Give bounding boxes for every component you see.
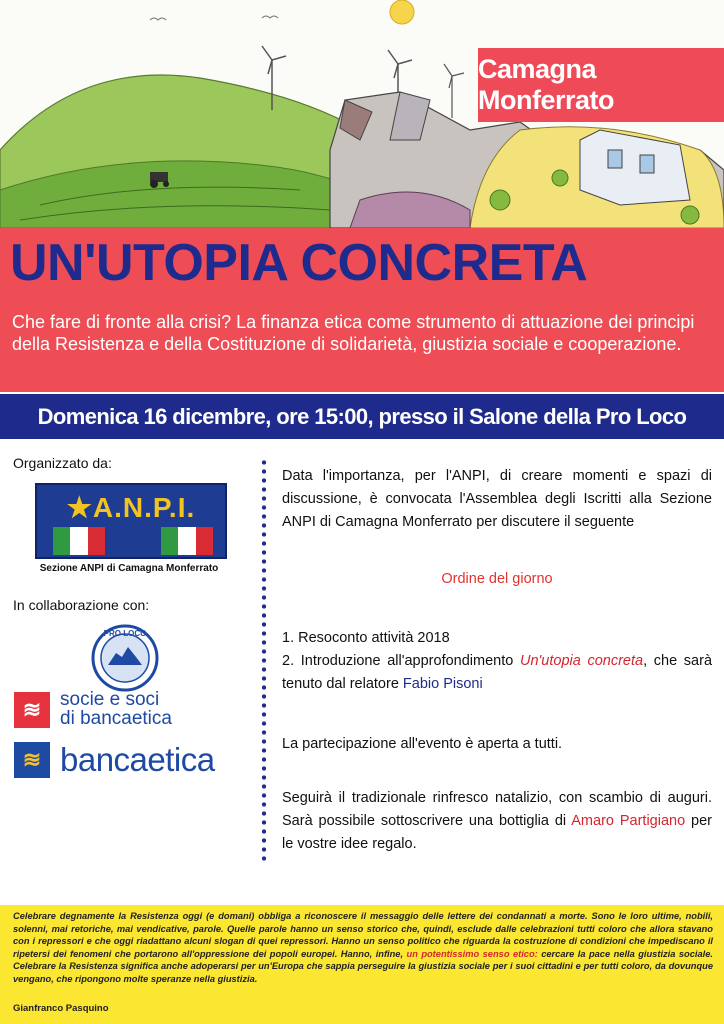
flag-icon — [161, 527, 213, 555]
bank1-line2: di bancaetica — [60, 708, 172, 729]
agenda-title: Ordine del giorno — [441, 571, 553, 587]
quote-part-a: Celebrare degnamente la Resistenza oggi (e domani) obbliga a riconoscere il messaggio delle lettere dei condannati a morte. Sono le loro ultime, nobili, solenni, mai retoriche, mai vendicative, parole. Quelle parole hanno un senso storico che, quindi, esclude dalle celebrazioni tutti coloro che allora stavano con i repressori e che oggi riadattano alcuni slogan di quei repressori. Hanno un senso politico che riguarda la costruzione di condizioni che impediscano il ripetersi dei fenomeni che portarono all'oppressione dei popoli europei. Hanno, infine, — [13, 911, 713, 959]
agenda-item-2-prefix: 2. Introduzione all'approfondimento — [282, 653, 520, 669]
bancaetica-mark-icon: ≋ — [14, 692, 50, 728]
event-date-text: Domenica 16 dicembre, ore 15:00, presso il Salone della Pro Loco — [37, 403, 687, 429]
intro-paragraph: Data l'importanza, per l'ANPI, di creare momenti e spazi di discussione, è convocata l'Assemblea degli Iscritti alla Sezione ANPI di Camagna Monferrato per discutere il seguente — [282, 468, 712, 530]
bancaetica-logo — [14, 742, 259, 782]
bank2-text: bancaetica — [60, 741, 215, 778]
anpi-acronym: A.N.P.I. — [92, 492, 196, 523]
anpi-logo-box — [35, 483, 227, 559]
anpi-logo — [19, 481, 239, 581]
page-title: UN'UTOPIA CONCRETA — [10, 234, 588, 292]
agenda-item-2 — [282, 650, 712, 696]
agenda-item-2-mid: , che sarà tenuto dal relatore — [282, 653, 713, 692]
open-to-all-text: La partecipazione all'evento è aperta a tutti. — [282, 736, 563, 752]
place-label: Camagna Monferrato — [478, 48, 724, 122]
proloco-logo-text: PRO LOCO — [103, 629, 147, 638]
event-title-ref: Un'utopia concreta — [519, 653, 644, 669]
bank1-line1: socie e soci — [60, 689, 160, 710]
speaker-name: Fabio Pisoni — [402, 676, 483, 692]
quote-highlight: un potentissimo senso etico: — [406, 948, 538, 959]
closing-text-b: per le vostre idee regalo. — [282, 813, 712, 852]
flag-icon — [53, 527, 105, 555]
organized-by-label: Organizzato da: — [13, 455, 112, 471]
proloco-logo — [90, 623, 160, 693]
star-icon: ★ — [66, 492, 93, 523]
quote-part-b: cercare la pace nella giustizia sociale. Celebrare la Resistenza significa anche adoperarsi per un'Europa che sappia perseguire la giustizia sociale per i suoi cittadini e per tutti coloro, da dovunque vengano, che ripongono molte speranze nella giustizia. — [13, 948, 713, 984]
subtitle: Che fare di fronte alla crisi? La finanza etica come strumento di attuazione dei principi della Resistenza e della Costituzione di solidarietà, giustizia sociale e cooperazione. — [12, 312, 695, 354]
agenda-list — [282, 627, 712, 696]
dotted-divider — [261, 458, 267, 862]
anpi-section-name: Sezione ANPI di Camagna Monferrato — [39, 563, 219, 574]
closing-text-a: Seguirà il tradizionale rinfresco natalizio, con scambio di auguri. Sarà possibile sottoscrivere una bottiglia di — [282, 790, 712, 829]
collaboration-label: In collaborazione con: — [13, 597, 150, 613]
intro-paragraph-container — [282, 465, 712, 534]
event-date-bar — [0, 394, 724, 439]
socie-soci-bancaetica-logo — [14, 689, 244, 732]
amaro-partigiano: Amaro Partigiano — [571, 813, 686, 829]
agenda-item-1: 1. Resoconto attività 2018 — [282, 630, 450, 646]
closing-paragraph — [282, 787, 712, 856]
bank1-text — [60, 690, 172, 728]
quote-author: Gianfranco Pasquino — [13, 1003, 109, 1014]
footer-quote — [13, 910, 713, 985]
bancaetica-mark-icon: ≋ — [14, 742, 50, 778]
anpi-logo-text — [37, 491, 225, 524]
